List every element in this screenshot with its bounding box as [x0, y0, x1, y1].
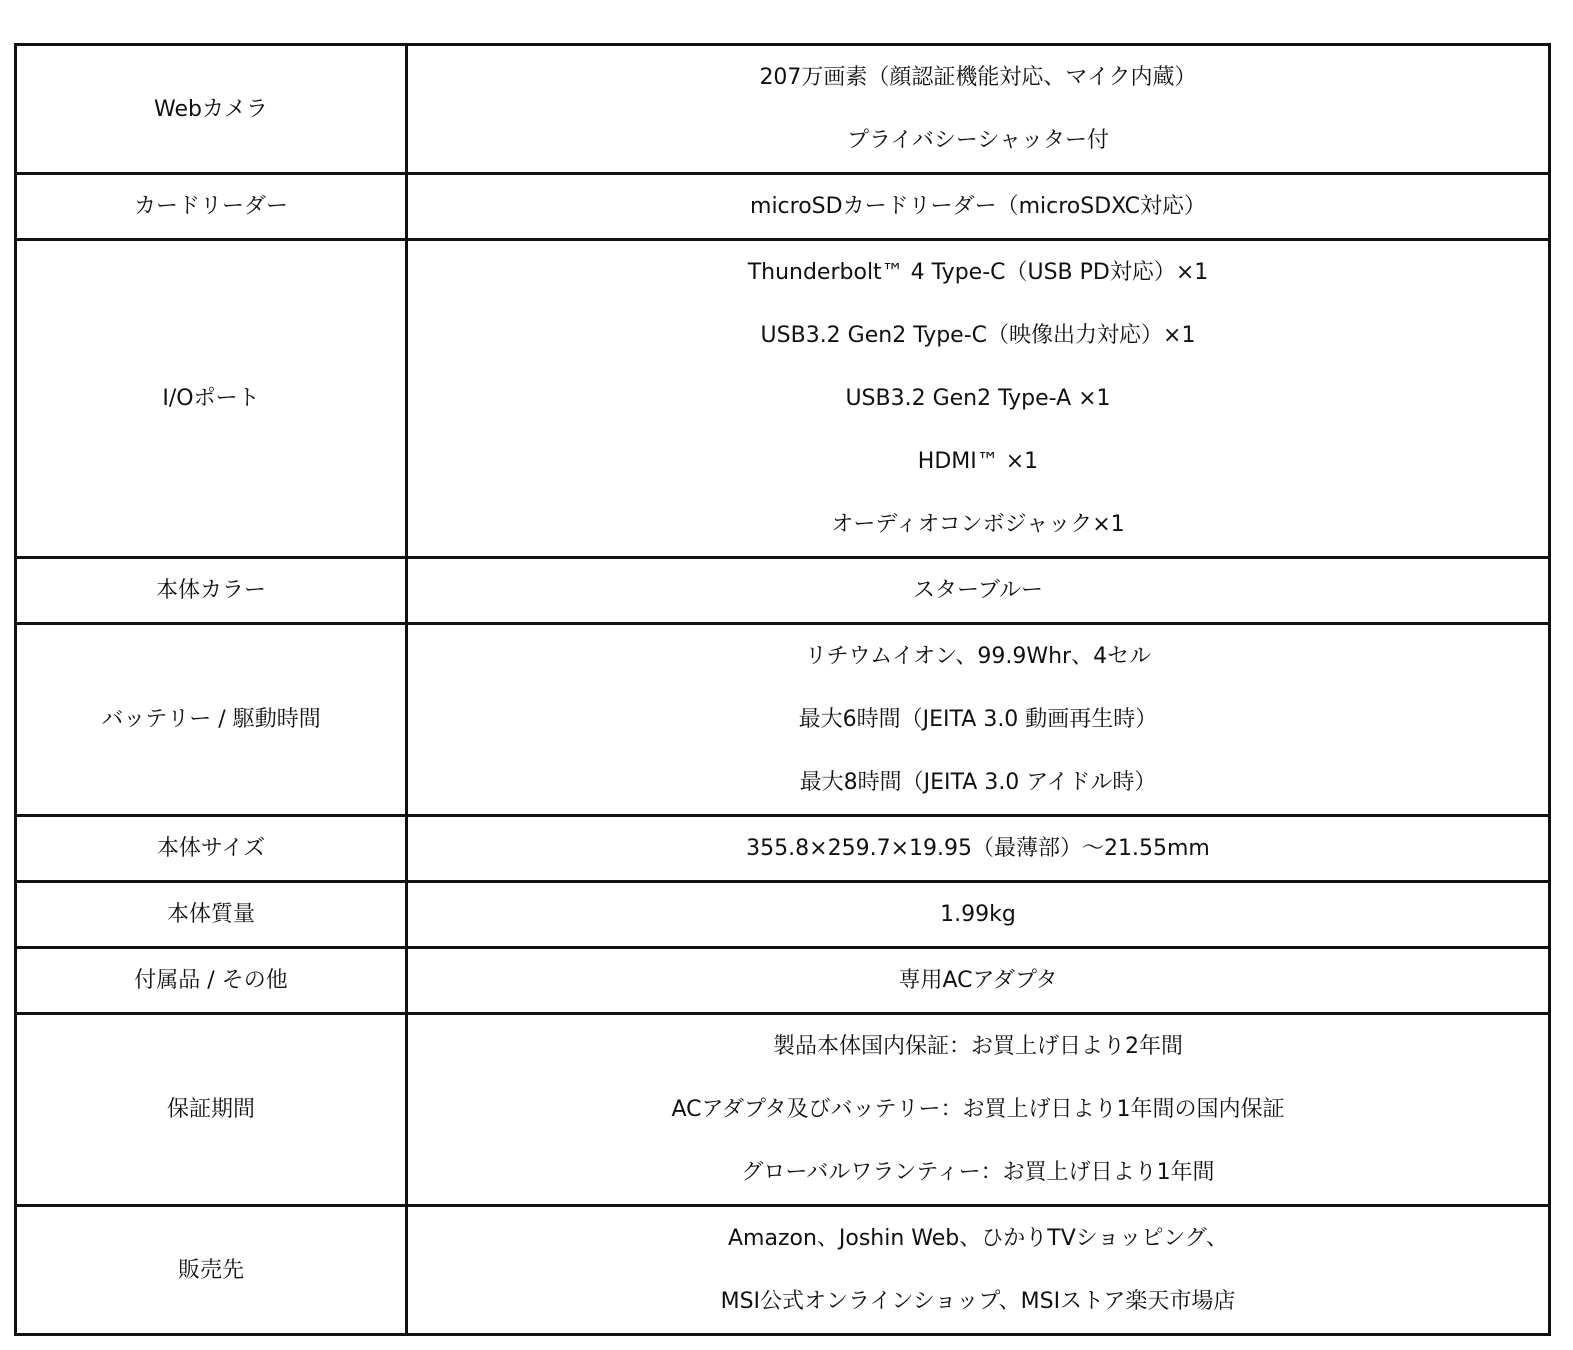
table-row	[16, 174, 1550, 240]
value-line: HDMI™ ×1	[917, 449, 1039, 474]
value-line: プライバシーシャッター付	[846, 128, 1110, 153]
value-line: 最大6時間（JEITA 3.0 動画再生時）	[798, 707, 1158, 732]
value-line: ACアダプタ及びバッテリー：お買上げ日より1年間の国内保証	[671, 1097, 1285, 1122]
value-line: Thunderbolt™ 4 Type-C（USB PD対応）×1	[747, 260, 1209, 285]
row-value	[407, 240, 1550, 558]
row-label: 販売先	[16, 1206, 407, 1335]
value-line: 専用ACアダプタ	[898, 968, 1058, 993]
value-line: スターブルー	[912, 578, 1044, 603]
row-label: Webカメラ	[16, 45, 407, 174]
row-value	[407, 558, 1550, 624]
row-label: 本体サイズ	[16, 816, 407, 882]
value-line: MSI公式オンラインショップ、MSIストア楽天市場店	[720, 1289, 1236, 1314]
table-row	[16, 1014, 1550, 1206]
row-label: バッテリー / 駆動時間	[16, 624, 407, 816]
row-label: I/Oポート	[16, 240, 407, 558]
value-line: リチウムイオン、99.9Whr、4セル	[804, 644, 1152, 669]
row-value	[407, 948, 1550, 1014]
value-line: USB3.2 Gen2 Type-A ×1	[845, 386, 1111, 411]
table-row	[16, 624, 1550, 816]
value-line: 製品本体国内保証：お買上げ日より2年間	[773, 1034, 1183, 1059]
value-line: microSDカードリーダー（microSDXC対応）	[750, 194, 1206, 219]
table-row	[16, 45, 1550, 174]
table-row	[16, 816, 1550, 882]
value-line: USB3.2 Gen2 Type-C（映像出力対応）×1	[760, 323, 1196, 348]
row-value	[407, 174, 1550, 240]
row-value	[407, 1014, 1550, 1206]
table-row	[16, 882, 1550, 948]
row-value	[407, 45, 1550, 174]
table-row	[16, 240, 1550, 558]
value-line: 最大8時間（JEITA 3.0 アイドル時）	[799, 770, 1157, 795]
row-label: 付属品 / その他	[16, 948, 407, 1014]
value-line: 355.8×259.7×19.95（最薄部）～21.55mm	[746, 836, 1210, 861]
value-line: Amazon、Joshin Web、ひかりTVショッピング、	[727, 1226, 1228, 1251]
row-label: カードリーダー	[16, 174, 407, 240]
value-line: 207万画素（顔認証機能対応、マイク内蔵）	[759, 65, 1197, 90]
table-row	[16, 1206, 1550, 1335]
row-value	[407, 882, 1550, 948]
row-value	[407, 1206, 1550, 1335]
value-line: グローバルワランティー：お買上げ日より1年間	[741, 1160, 1215, 1185]
table-row	[16, 558, 1550, 624]
row-label: 保証期間	[16, 1014, 407, 1206]
spec-table	[14, 43, 1551, 1336]
value-line: 1.99kg	[940, 902, 1016, 927]
row-value	[407, 624, 1550, 816]
value-line: オーディオコンボジャック×1	[831, 512, 1125, 537]
row-value	[407, 816, 1550, 882]
table-row	[16, 948, 1550, 1014]
row-label: 本体カラー	[16, 558, 407, 624]
row-label: 本体質量	[16, 882, 407, 948]
